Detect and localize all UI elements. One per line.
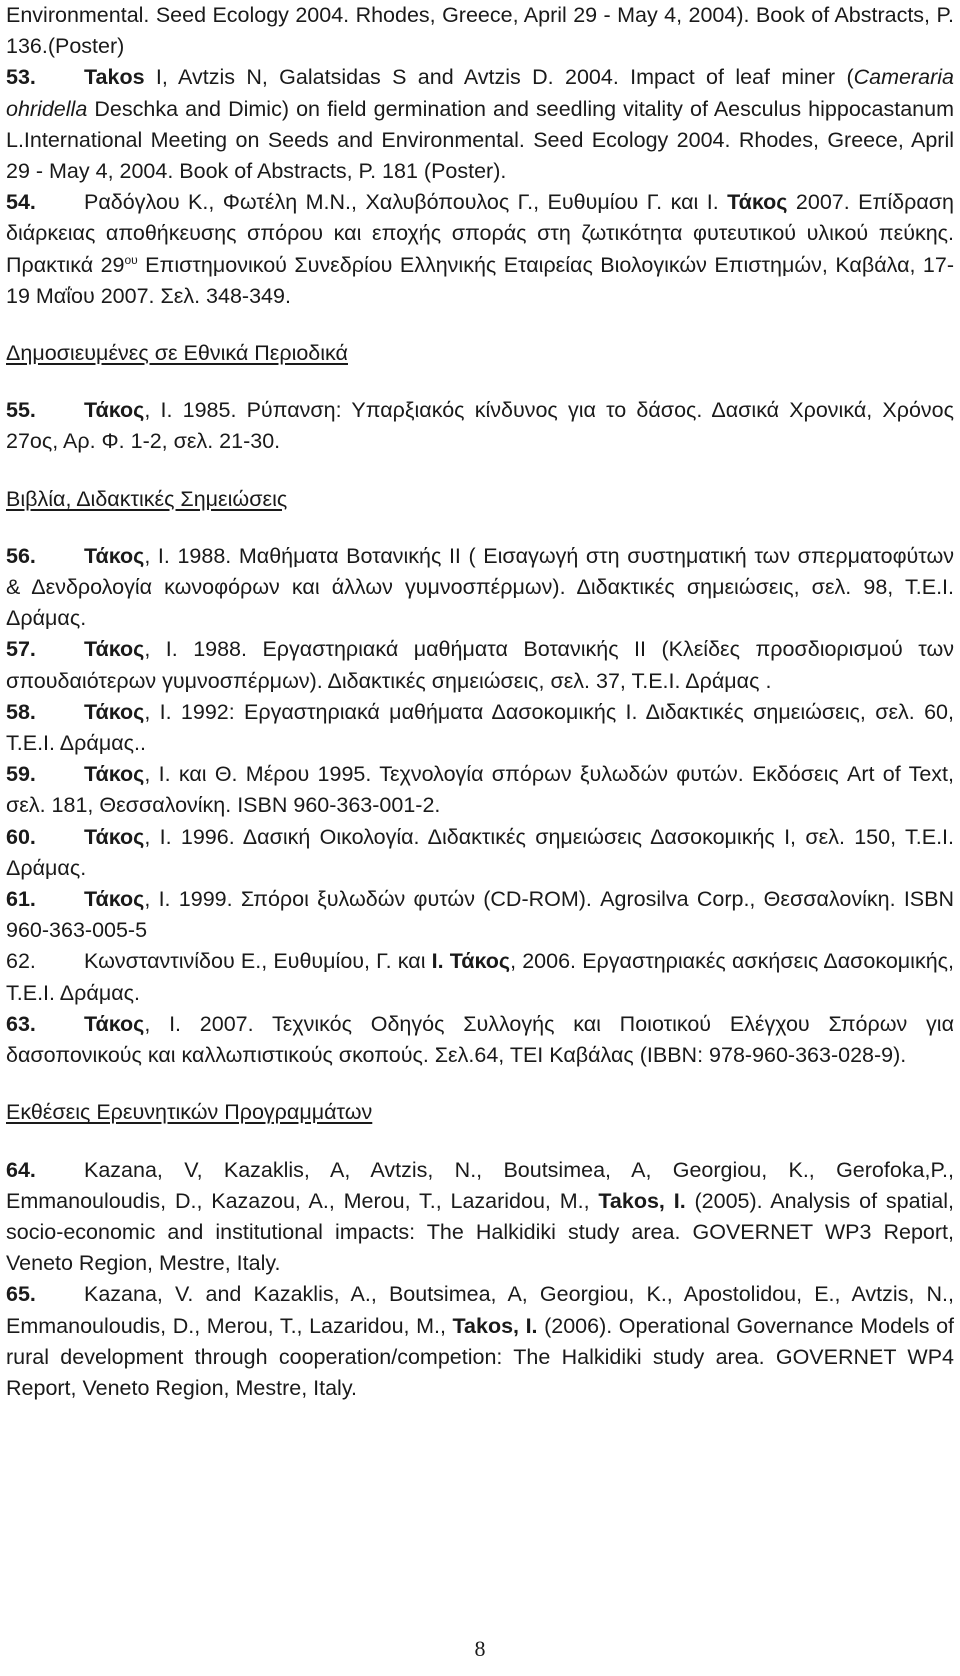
reference-text: Kazana, V, Kazaklis, A, Avtzis, N., Boutsimea, A, Georgiou, K., Gerofoka,P., Emmanouloudis, D., Kazazou, A., Merou, T., Lazaridou, M., [6, 1157, 954, 1213]
reference-number: 54. [6, 190, 36, 215]
author-highlight: Τάκος [84, 398, 145, 423]
author-highlight: Τάκος [84, 543, 145, 568]
author-highlight: Τάκος [84, 637, 145, 662]
page-number: 8 [474, 1636, 486, 1661]
reference-number: 53. [6, 65, 36, 90]
reference-60 [6, 822, 954, 884]
reference-text: Environmental. Seed Ecology 2004. Rhodes, Greece, April 29 - May 4, 2004). Book of Abstracts, P. 136.(Poster) [6, 3, 954, 59]
reference-text: 2007. Επίδραση διάρκειας αποθήκευσης σπόρου και εποχής σποράς στη ζωτικότητα φυτευτικού υλικού πεύκης. Πρακτικά 29 [6, 190, 954, 277]
reference-62 [6, 946, 954, 1008]
reference-61 [6, 884, 954, 946]
reference-text: I, Avtzis N, Galatsidas S and Avtzis D. 2004. Impact of leaf miner ( [144, 65, 854, 90]
author-highlight: Τάκος [727, 190, 788, 215]
section-heading-books: Βιβλία, Διδακτικές Σημειώσεις [6, 486, 288, 511]
author-highlight: Takos, I. [452, 1313, 538, 1338]
reports-list [6, 1155, 954, 1405]
reference-text: , Ι. 1988. Μαθήματα Βοτανικής ΙΙ ( Εισαγωγή στη συστηματική των σπερματοφύτων & Δενδρολογία κωνοφόρων και άλλων γυμνοσπέρμων). Διδακτικές σημειώσεις, σελ. 98, Τ.Ε.Ι. Δράμας. [6, 543, 954, 631]
reference-text: Επιστημονικού Συνεδρίου Ελληνικής Εταιρείας Βιολογικών Επιστημών, Καβάλα, 17-19 Μαΐου 2007. Σελ. 348-349. [6, 252, 954, 308]
reference-number: 56. [6, 543, 36, 568]
reference-58 [6, 697, 954, 759]
reference-text: , Ι. 2007. Τεχνικός Οδηγός Συλλογής και Ποιοτικού Ελέγχου Σπόρων για δασοπονικούς και καλλωπιστικούς σκοπούς. Σελ.64, ΤΕΙ Καβάλας (IBBN: 978-960-363-028-9). [6, 1011, 954, 1068]
reference-53 [6, 62, 954, 187]
author-highlight: Ι. Τάκος [431, 949, 511, 974]
reference-number: 60. [6, 824, 36, 849]
reference-64 [6, 1155, 954, 1280]
reference-text: Kazana, V. and Kazaklis, A., Boutsimea, A, Georgiou, K., Apostolidou, E., Avtzis, N., Emmanouloudis, D., Merou, T., Lazaridou, M., [6, 1282, 954, 1338]
reference-55 [6, 395, 954, 457]
superscript: ου [124, 252, 138, 267]
reference-text: , Ι. 1988. Εργαστηριακά μαθήματα Βοτανικής ΙΙ (Κλείδες προσδιορισμού των σπουδαιότερων γυμνοσπέρμων). Διδακτικές σημειώσεις, σελ. 37, Τ.Ε.Ι. Δράμας . [6, 637, 954, 693]
reference-text: , Ι. 1999. Σπόροι ξυλωδών φυτών (CD-ROM). Agrosilva Corp., Θεσσαλονίκη. ISBN 960-363-005-5 [6, 887, 954, 943]
reference-number: 63. [6, 1011, 36, 1036]
reference-number: 57. [6, 637, 36, 662]
reference-59 [6, 759, 954, 821]
reference-text: , Ι. 1985. Ρύπανση: Υπαρξιακός κίνδυνος για το δάσος. Δασικά Χρονικά, Χρόνος 27ος, Αρ. Φ. 1-2, σελ. 21-30. [6, 398, 954, 454]
document-page [6, 0, 954, 1404]
reference-text: Ραδόγλου Κ., Φωτέλη Μ.Ν., Χαλυβόπουλος Γ., Ευθυμίου Γ. και Ι. [84, 190, 728, 215]
reference-text: , Ι. 1992: Εργαστηριακά μαθήματα Δασοκομικής Ι. Διδακτικές σημειώσεις, σελ. 60, Τ.Ε.Ι. Δράμας.. [6, 699, 954, 756]
reference-text: , 2006. Εργαστηριακές ασκήσεις Δασοκομικής, Τ.Ε.Ι. Δράμας. [6, 949, 954, 1005]
reference-number: 58. [6, 699, 36, 724]
reference-56 [6, 541, 954, 635]
author-highlight: Τάκος [84, 762, 145, 787]
reference-text: (2005). Analysis of spatial, socio-economic and institutional impacts: The Halkidiki study area. GOVERNET WP3 Report, Veneto Region, Mestre, Italy. [6, 1188, 954, 1276]
author-highlight: Τάκος [84, 824, 145, 849]
author-highlight: Takos [84, 65, 145, 90]
author-highlight: Takos, I. [598, 1188, 686, 1213]
reference-number: 61. [6, 887, 36, 912]
reference-text: Κωνσταντινίδου Ε., Ευθυμίου, Γ. και [84, 949, 432, 974]
species-name: Cameraria ohridella [6, 65, 954, 121]
reference-57 [6, 634, 954, 696]
author-highlight: Τάκος [84, 699, 145, 724]
section-heading-national-journals: Δημοσιευμένες σε Εθνικά Περιοδικά [6, 341, 348, 366]
author-highlight: Τάκος [84, 1011, 145, 1036]
reference-text: , Ι. 1996. Δασική Οικολογία. Διδακτικές σημειώσεις Δασοκομικής Ι, σελ. 150, Τ.Ε.Ι. Δράμας. [6, 824, 954, 880]
reference-number: 62. [6, 949, 36, 974]
reference-number: 65. [6, 1282, 36, 1307]
reference-number: 59. [6, 762, 36, 787]
reference-65 [6, 1279, 954, 1404]
reference-number: 55. [6, 398, 36, 423]
reference-text: , Ι. και Θ. Μέρου 1995. Τεχνολογία σπόρων ξυλωδών φυτών. Εκδόσεις Art of Text, σελ. 181, Θεσσαλονίκη. ISBN 960-363-001-2. [6, 762, 954, 818]
reference-63 [6, 1009, 954, 1071]
section-heading-research-reports: Εκθέσεις Ερευνητικών Προγραμμάτων [6, 1100, 373, 1125]
reference-54 [6, 187, 954, 312]
reference-number: 64. [6, 1157, 36, 1182]
books-list [6, 541, 954, 1071]
reference-text: (2006). Operational Governance Models of rural development through cooperation/competion: The Halkidiki study area. GOVERNET WP4 Report, Veneto Region, Mestre, Italy. [6, 1313, 955, 1400]
reference-text: Deschka and Dimic) on field germination and seedling vitality of Aesculus hippocastanum L.International Meeting on Seeds and Environmental. Seed Ecology 2004. Rhodes, Greece, April 29 - May 4, 2004. Book of Abstracts, P. 181 (Poster). [6, 96, 954, 184]
author-highlight: Τάκος [84, 887, 145, 912]
reference-continuation [6, 0, 954, 62]
